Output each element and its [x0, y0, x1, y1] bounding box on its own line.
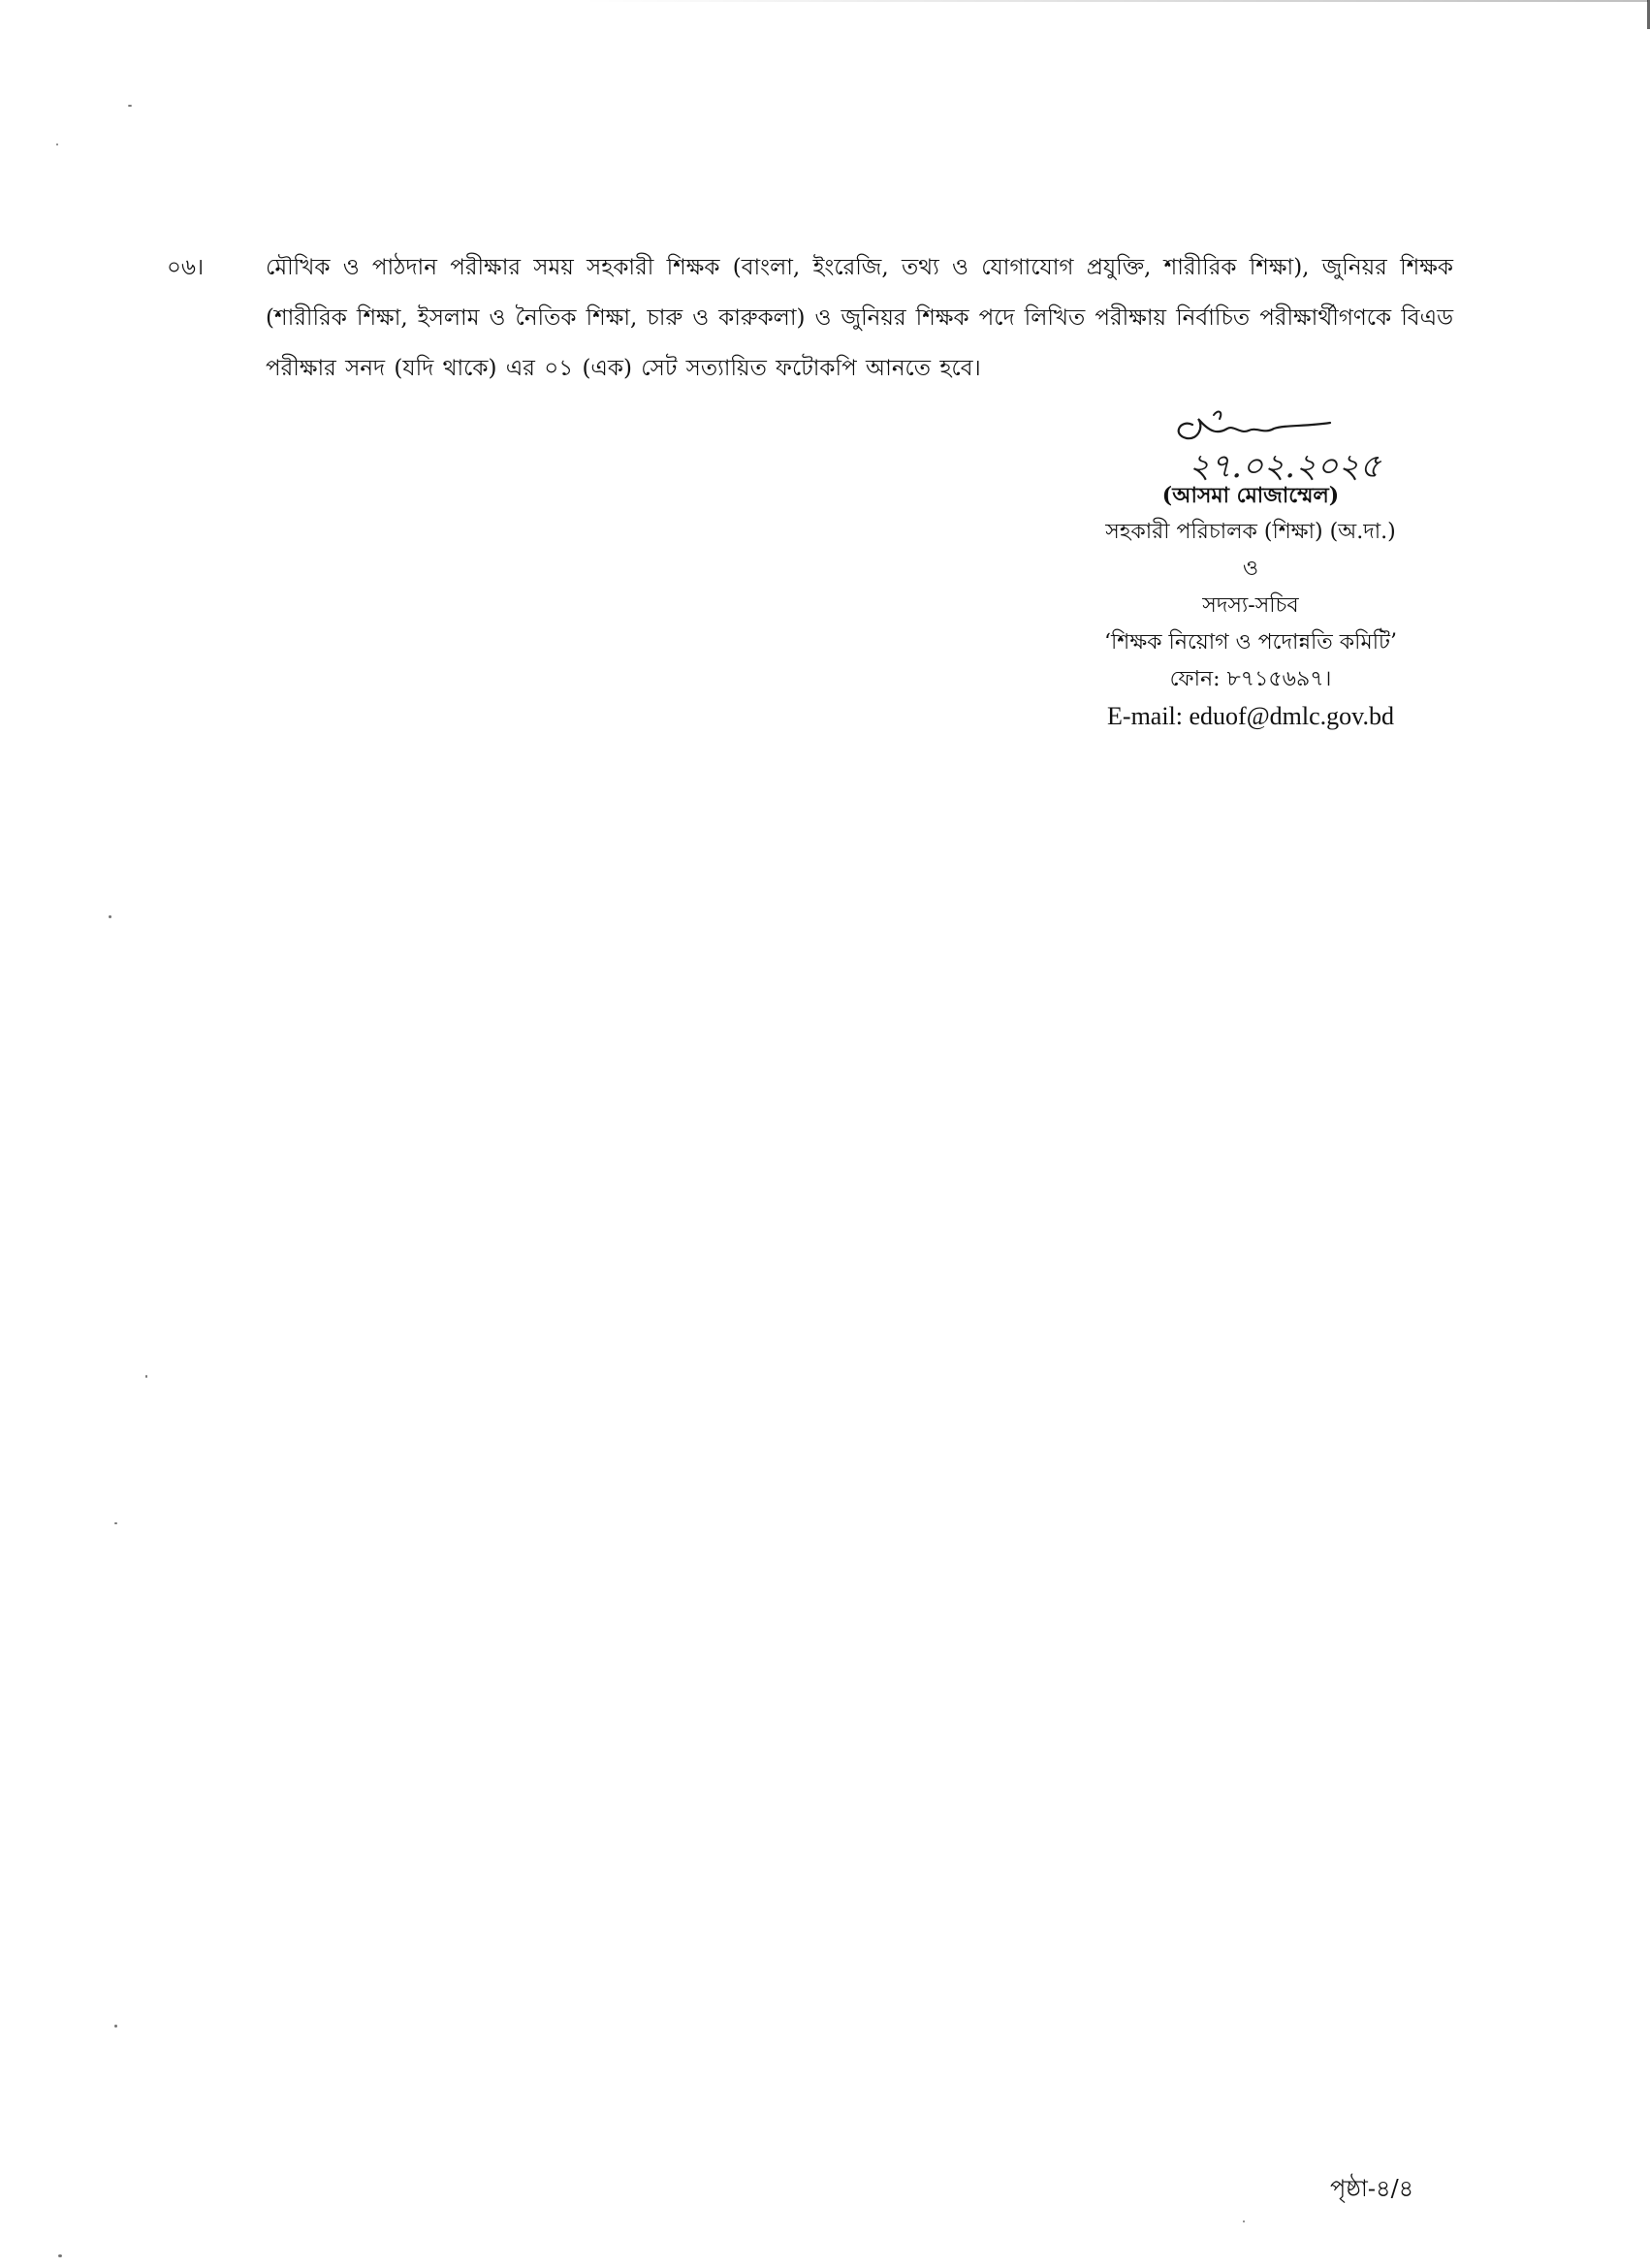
signer-name: (আসমা মোজাম্মেল)	[1161, 483, 1340, 508]
signature-scribble	[1159, 405, 1392, 491]
paragraph-number: ০৬।	[167, 255, 205, 280]
phone-number: ফোন: ৮৭১৫৬৯৭।	[1169, 667, 1332, 691]
scan-speck	[56, 144, 58, 145]
scan-edge-artifact	[582, 0, 1648, 2]
scan-speck	[109, 915, 111, 918]
scan-speck	[58, 2254, 62, 2257]
scan-speck	[114, 1522, 117, 1524]
scan-speck	[128, 105, 132, 107]
page-number: পৃষ্ঠা-৪/৪	[1330, 2175, 1414, 2202]
scan-speck	[1243, 2220, 1245, 2222]
committee-name: ‘শিক্ষক নিয়োগ ও পদোন্নতি কমিটি’	[1104, 630, 1397, 655]
signature-date: ২৭.০২.২০২৫	[1189, 447, 1381, 486]
scan-speck	[114, 2025, 117, 2028]
email-address: E-mail: eduof@dmlc.gov.bd	[1107, 702, 1394, 730]
signer-designation: সহকারী পরিচালক (শিক্ষা) (অ.দা.)	[1105, 520, 1396, 544]
paragraph-text: মৌখিক ও পাঠদান পরীক্ষার সময় সহকারী শিক্ষক (বাংলা, ইংরেজি, তথ্য ও যোগাযোগ প্রযুক্তি, শারীরিক শিক্ষা), জুনিয়র শিক্ষক (শারীরিক শিক্ষা, ইসলাম ও নৈতিক শিক্ষা, চারু ও কারুকলা) ও জুনিয়র শিক্ষক পদে লিখিত পরীক্ষায় নির্বাচিত পরীক্ষার্থীগণকে বিএড পরীক্ষার সনদ (যদি থাকে) এর ০১ (এক) সেট সত্যায়িত ফটোকপি আনতে হবে।	[266, 255, 1453, 381]
signature-block	[1066, 405, 1435, 735]
conjunction: ও	[1242, 557, 1259, 581]
scan-speck	[145, 1375, 147, 1378]
handwritten-signature	[1159, 405, 1392, 491]
signer-role: সদস্য-সচিব	[1202, 593, 1299, 618]
